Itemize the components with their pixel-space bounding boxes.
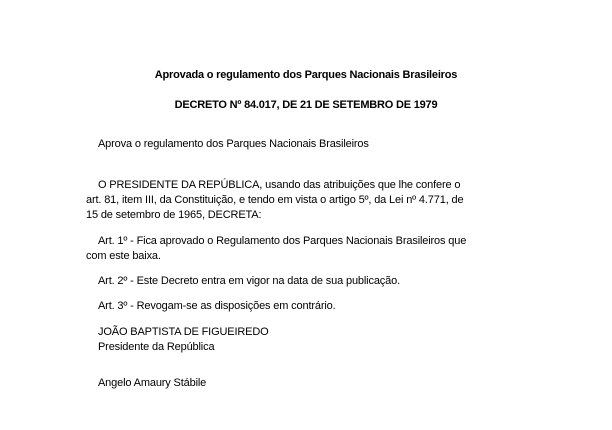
preamble-line-3: 15 de setembro de 1965, DECRETA: [86,209,262,221]
article-1-line-1: Art. 1º - Fica aprovado o Regulamento dos Parques Nacionais Brasileiros que [98,235,467,247]
article-3-line-1: Art. 3º - Revogam-se as disposições em contrário. [98,300,336,312]
article-2-line-1: Art. 2º - Este Decreto entra em vigor na data de sua publicação. [98,275,400,287]
preamble-line-1-rest: , usando das atribuições que lhe confere o [259,179,461,191]
preamble-lead: O PRESIDENTE DA REPÚBLICA [98,179,260,191]
signature-block [86,325,516,355]
article-3 [86,299,516,314]
document-title: Aprovada o regulamento dos Parques Nacionais Brasileiros [154,69,458,81]
preamble-paragraph [86,178,516,223]
preamble-line-2: art. 81, item III, da Constituição, e tendo em vista o artigo 5º, da Lei nº 4.771, de [86,194,464,206]
decree-number: DECRETO Nº 84.017, DE 21 DE SETEMBRO DE 1979 [174,99,438,111]
cosignatory-block [86,376,516,391]
signatory-role: Presidente da República [98,341,215,353]
article-1-line-2: com este baixa. [86,250,161,262]
article-2 [86,274,516,289]
cosignatory-name: Angelo Amaury Stábile [98,377,207,389]
summary-text: Aprova o regulamento dos Parques Nacionais Brasileiros [98,138,369,150]
signatory-name: JOÃO BAPTISTA DE FIGUEIREDO [98,326,269,338]
decree-summary [86,137,516,152]
article-1 [86,234,516,264]
preamble-line-1 [86,178,516,193]
